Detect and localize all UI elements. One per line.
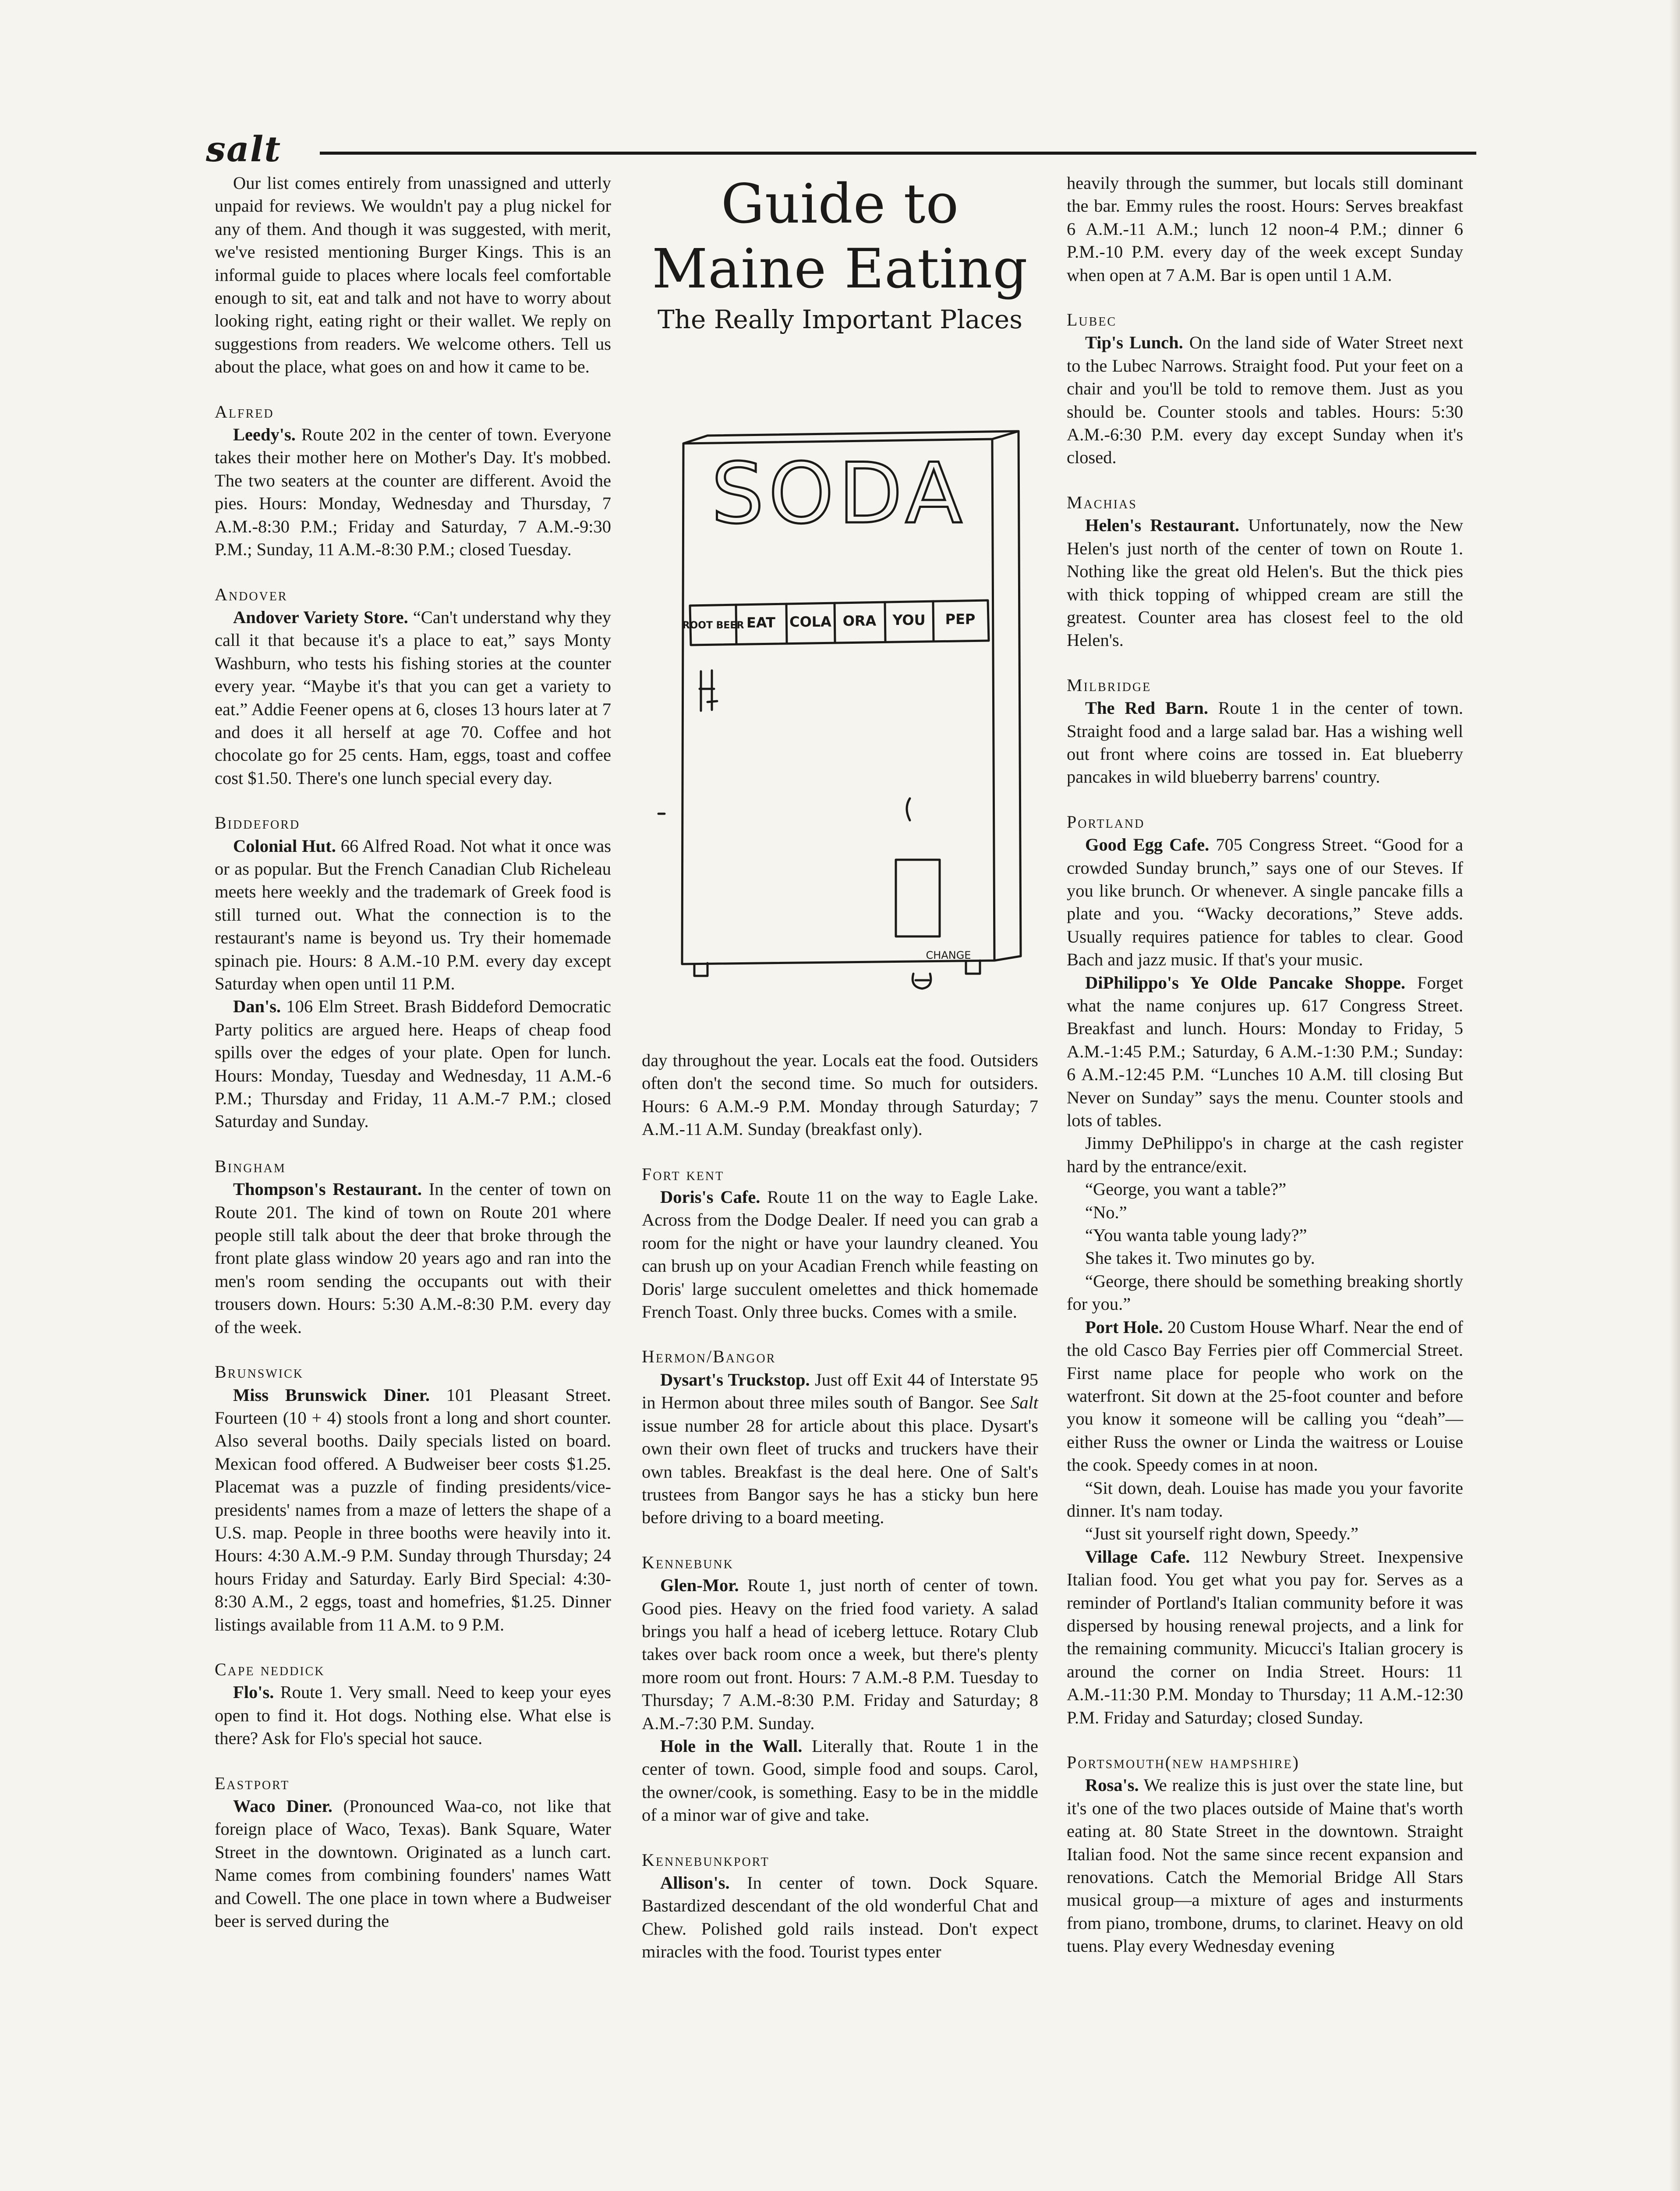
entry-text: 101 Pleasant Street. Fourteen (10 + 4) stools front a long and short counter. Also several booths. Daily specials listed on board. Mexican food offered. A Budweiser beer costs $1.25. Placemat was a puzzle of finding presidents/vice-presidents' names from a maze of letters the shape of a U.S. map. People in three booths were heavily into it. Hours: 4:30 A.M.-9 P.M. Sunday through Thursday; 24 hours Friday and Saturday. Early Bird Special: 4:30-8:30 A.M., 2 eggs, toast and homefries, $1.25. Dinner listings available from 11 A.M. to 9 P.M. [215, 1385, 611, 1634]
place-name: Glen-Mor. [660, 1575, 739, 1595]
coin-slot-left [700, 670, 717, 711]
masthead [206, 128, 1476, 170]
entry-rosas [1067, 1774, 1463, 1957]
entry-thompsons [215, 1178, 611, 1339]
entry-text: Route 1, just north of center of town. Good pies. Heavy on the fried food variety. A salad brings you half a head of iceberg lettuce. Rotary Club takes over back room once a week, but there's plenty more room out front. Hours: 7 A.M.-8 P.M. Tuesday to Thursday; 7 A.M.-8:30 P.M. Friday and Saturday; 8 A.M.-7:30 P.M. Sunday. [642, 1575, 1038, 1733]
town-heading-brunswick: Brunswick [215, 1362, 304, 1382]
entry-allisons-continued: heavily through the summer, but locals still dominant the bar. Emmy rules the roost. Hours: Serves breakfast 6 A.M.-11 A.M.; lunch 12 noon-4 P.M.; dinner 6 P.M.-10 P.M. every day of the week except Sunday when open at 7 A.M. Bar is open until 1 A.M. [1067, 173, 1463, 285]
soda-machine-illustration [642, 386, 1038, 1022]
place-name: Village Cafe. [1085, 1546, 1190, 1567]
entry-leedys [215, 423, 611, 561]
place-name: Dan's. [233, 996, 281, 1017]
place-name: Port Hole. [1085, 1317, 1163, 1337]
place-name: Good Egg Cafe. [1085, 835, 1210, 855]
entry-allisons [642, 1872, 1038, 1964]
button-label-6: PEP [945, 611, 976, 628]
entry-diphilippos [1067, 971, 1463, 1132]
button-label-2: EAT [746, 614, 775, 631]
entry-doris-cafe [642, 1186, 1038, 1323]
entry-text: In center of town. Dock Square. Bastardized descendant of the old wonderful Chat and Chew. Polished gold rails instead. Don't expect miracles with the food. Tourist types enter [642, 1873, 1038, 1962]
dialogue-line: “No.” [1085, 1202, 1127, 1222]
place-name: Flo's. [233, 1682, 274, 1702]
column-2-body [642, 1049, 1038, 1964]
entry-helens-restaurant [1067, 514, 1463, 652]
entry-text: Forget what the name conjures up. 617 Congress Street. Breakfast and lunch. Hours: Monday to Friday, 5 A.M.-1:45 P.M.; Saturday, 6 A.M.-1:30 P.M.; Sunday: 6 A.M.-12:45 P.M. “Lunches 10 A.M. till closing But Never on Sunday” says the menu. Counter stools and lots of tables. [1067, 972, 1463, 1131]
button-label-1: ROOT BEER [682, 620, 744, 631]
change-label: CHANGE [926, 949, 971, 961]
dialogue-line: “Sit down, deah. Louise has made you your favorite dinner. It's nam today. [1067, 1478, 1463, 1521]
button-label-4: ORA [842, 613, 877, 629]
entry-hole-in-the-wall [642, 1735, 1038, 1827]
entry-village-cafe [1067, 1546, 1463, 1729]
column-1 [215, 172, 611, 1932]
entry-dans [215, 995, 611, 1133]
column-2 [642, 172, 1038, 1962]
machine-side [992, 431, 1021, 961]
place-name: Miss Brunswick Diner. [233, 1385, 430, 1405]
title-line-2: Maine Eating [652, 238, 1028, 301]
place-name: Allison's. [660, 1873, 730, 1893]
entry-text: Route 1 in the center of town. Straight food and a large salad bar. Has a wishing well out front where coins are tossed in. Eat blueberry pancakes in wild blueberry barrens' country. [1067, 698, 1463, 787]
town-heading-eastport: Eastport [215, 1773, 290, 1793]
town-heading-bingham: Bingham [215, 1156, 286, 1176]
entry-miss-brunswick [215, 1384, 611, 1636]
entry-flos [215, 1681, 611, 1750]
entry-red-barn [1067, 697, 1463, 789]
dialogue-line: She takes it. Two minutes go by. [1085, 1248, 1315, 1268]
place-name: DiPhilippo's Ye Olde Pancake Shoppe. [1085, 972, 1405, 993]
entry-text: Unfortunately, now the New Helen's just north of the center of town on Route 1. Nothing like the great old Helen's. But the thick pies with thick topping of whipped cream are still the greatest. Counter area has closest feel to the old Helen's. [1067, 515, 1463, 650]
place-name: The Red Barn. [1085, 698, 1208, 718]
entry-text: We realize this is just over the state line, but it's one of the two places outside of Maine that's worth eating at. 80 State Street in the downtown. Straight Italian food. Not the same since recent expansion and renovations. Catch the Memorial Bridge All Stars musical group—a mixture of ages and insturments from piano, trombone, drums, to clarinet. Heavy on old tuens. Play every Wednesday evening [1067, 1775, 1463, 1956]
town-heading-hermon-bangor: Hermon/Bangor [642, 1347, 776, 1367]
button-label-5: YOU [892, 612, 926, 628]
entry-waco-diner [215, 1795, 611, 1932]
entry-text: “Can't understand why they call it that because it's a place to eat,” says Monty Washburn, who tests his fishing stories at the counter every year. “Maybe it's that you can get a variety to eat.” Addie Feener opens at 6, closes 13 hours later at 7 and does it all herself at age 70. Coffee and hot chocolate go for 25 cents. Ham, eggs, toast and coffee cost $1.50. There's one lunch special every day. [215, 607, 611, 788]
place-name: Hole in the Wall. [660, 1736, 803, 1756]
place-name: Tip's Lunch. [1085, 333, 1183, 353]
dialogue-line: “George, there should be something breaking shortly for you.” [1067, 1271, 1463, 1314]
article-subtitle: The Really Important Places [657, 305, 1023, 334]
coin-return [907, 798, 910, 820]
soda-sign: SODA [711, 445, 967, 542]
entry-colonial-hut [215, 835, 611, 996]
entry-text: In the center of town on Route 201. The kind of town on Route 201 where people still talk about the deer that broke through the front plate glass window 20 years ago and ran into the men's room sending the occupants out with their trousers down. Hours: 5:30 A.M.-8:30 P.M. every day of the week. [215, 1179, 611, 1337]
article-title [642, 172, 1038, 301]
entry-text: 112 Newbury Street. Inexpensive Italian food. You get what you pay for. Serves as a reminder of Portland's Italian community before it was dispersed by housing renewal projects, and a link for the remaining community. Micucci's Italian grocery is around the corner on India Street. Hours: 11 A.M.-11:30 P.M. Monday to Thursday; 11 A.M.-12:30 P.M. Friday and Saturday; closed Sunday. [1067, 1546, 1463, 1727]
intro-paragraph: Our list comes entirely from unassigned and utterly unpaid for reviews. We wouldn't pay a plug nickel for any of them. And though it was suggested, with merit, we've resisted mentioning Burger Kings. This is an informal guide to places where locals feel comfortable enough to sit, eat and talk and not have to worry about looking right, eating right or their wallet. We reply on suggestions from readers. We welcome others. Tell us about the place, what goes on and how it came to be. [215, 173, 611, 377]
entry-tips-lunch [1067, 331, 1463, 469]
dialogue-line: Jimmy DePhilippo's in charge at the cash register hard by the entrance/exit. [1067, 1133, 1463, 1176]
town-heading-fort-kent: Fort kent [642, 1164, 725, 1184]
place-name: Dysart's Truckstop. [660, 1369, 810, 1390]
dialogue-line: “George, you want a table?” [1085, 1179, 1287, 1199]
place-name: Rosa's. [1085, 1775, 1139, 1795]
entry-text: 66 Alfred Road. Not what it once was or as popular. But the French Canadian Club Richeleau meets here weekly and the trademark of Greek food is still turned out. What the connection is to the restaurant's name is beyond us. Try their homemade spinach pie. Hours: 8 A.M.-10 P.M. every day except Saturday when open until 11 P.M. [215, 836, 612, 993]
town-heading-machias: Machias [1067, 492, 1137, 512]
town-heading-milbridge: Milbridge [1067, 675, 1152, 695]
change-cup [913, 974, 931, 989]
town-heading-kennebunkport: Kennebunkport [642, 1850, 770, 1870]
town-heading-portsmouth: Portsmouth(new hampshire) [1067, 1752, 1300, 1772]
entry-text: (Pronounced Waa-co, not like that foreign place of Waco, Texas). Bank Square, Water Street in the downtown. Originated as a lunch cart. Name comes from combining founders' names Watt and Cowell. The one place in town where a Budweiser beer is served during the [215, 1796, 612, 1931]
town-heading-lubec: Lubec [1067, 310, 1117, 330]
entry-text: Route 1. Very small. Need to keep your eyes open to find it. Hot dogs. Nothing else. What else is there? Ask for Flo's special hot sauce. [215, 1682, 611, 1748]
place-name: Waco Diner. [233, 1796, 332, 1816]
entry-text: Just off Exit 44 of Interstate 95 in Hermon about three miles south of Bangor. See [642, 1369, 1038, 1413]
place-name: Andover Variety Store. [233, 607, 408, 627]
entry-text: issue number 28 for article about this place. Dysart's own their own fleet of trucks and truckers have their own tables. Breakfast is the deal here. One of Salt's trustees from Bangor says he has a sticky bun here before driving to a board meeting. [642, 1415, 1038, 1528]
column-3 [1067, 172, 1463, 1958]
title-line-1: Guide to [721, 173, 959, 236]
town-heading-kennebunk: Kennebunk [642, 1552, 734, 1572]
salt-magazine-reference: Salt [1010, 1393, 1038, 1413]
article-heading [642, 172, 1038, 335]
place-name: Leedy's. [233, 425, 296, 445]
entry-text: On the land side of Water Street next to the Lubec Narrows. Straight food. Put your feet on a chair and you'll be told to remove them. Just as you should be. Counter stools and tables. Hours: 5:30 A.M.-6:30 P.M. every day except Sunday when it's closed. [1067, 333, 1463, 468]
entry-andover-variety [215, 606, 611, 790]
entry-text: 20 Custom House Wharf. Near the end of the old Casco Bay Ferries pier off Commercial Street. First name place for people who work on the waterfront. Sit down at the 25-foot counter and before you know it someone will be calling you “deah”—either Russ the owner or Linda the waitress or Louise the cook. Speedy comes in at noon. [1067, 1317, 1463, 1475]
town-heading-alfred: Alfred [215, 401, 274, 422]
town-heading-cape-neddick: Cape neddick [215, 1659, 325, 1679]
place-name: Doris's Cafe. [660, 1187, 760, 1207]
town-heading-andover: Andover [215, 584, 288, 604]
place-name: Helen's Restaurant. [1085, 515, 1240, 535]
entry-good-egg-cafe [1067, 833, 1463, 971]
dialogue-line: “You wanta table young lady?” [1085, 1225, 1307, 1245]
town-heading-biddeford: Biddeford [215, 813, 301, 833]
dispenser-door [896, 860, 940, 936]
entry-text: Route 202 in the center of town. Everyone takes their mother here on Mother's Day. It's mobbed. The two seaters at the counter are different. Avoid the pies. Hours: Monday, Wednesday and Thursday, 7 A.M.-8:30 P.M.; Friday and Saturday, 7 A.M.-9:30 P.M.; Sunday, 11 A.M.-8:30 P.M.; closed Tuesday. [215, 425, 611, 560]
entry-glen-mor [642, 1574, 1038, 1735]
entry-dysarts [642, 1368, 1038, 1529]
town-heading-portland: Portland [1067, 812, 1145, 832]
place-name: Thompson's Restaurant. [233, 1179, 422, 1199]
salt-logo: salt [206, 128, 282, 170]
soda-machine-drawing [642, 386, 1038, 1022]
dialogue-line: “Just sit yourself right down, Speedy.” [1085, 1524, 1358, 1544]
masthead-rule [320, 152, 1476, 155]
place-name: Colonial Hut. [233, 836, 336, 856]
entry-text: Route 11 on the way to Eagle Lake. Across from the Dodge Dealer. If need you can grab a room for the night or have your laundry cleaned. You can brush up on your Acadian French while feasting on Doris' large succulent omelettes and thick homemade French Toast. Only three bucks. Comes with a smile. [642, 1187, 1038, 1322]
entry-text: 106 Elm Street. Brash Biddeford Democratic Party politics are argued here. Heaps of cheap food spills over the edges of your plate. Open for lunch. Hours: Monday, Tuesday and Wednesday, 11 A.M.-6 P.M.; Thursday and Friday, 11 A.M.-7 P.M.; closed Saturday and Sunday. [215, 996, 611, 1131]
button-label-3: COLA [789, 613, 831, 630]
entry-waco-diner-continued: day throughout the year. Locals eat the food. Outsiders often don't the second time. So much for outsiders. Hours: 6 A.M.-9 P.M. Monday through Saturday; 7 A.M.-11 A.M. Sunday (breakfast only). [642, 1050, 1038, 1139]
entry-text: 705 Congress Street. “Good for a crowded Sunday brunch,” says one of our Steves. If you like brunch. Or whenever. A single pancake fills a plate and you. “Wacky decorations,” Steve adds. Usually requires patience for tables to clear. Good Bach and jazz music. If that's your music. [1067, 835, 1464, 970]
entry-port-hole [1067, 1316, 1463, 1477]
page-edge [1669, 0, 1680, 2191]
entry-text: Literally that. Route 1 in the center of town. Good, simple food and soups. Carol, the owner/cook, is something. Easy to be in the middle of a minor war of give and take. [642, 1736, 1038, 1825]
